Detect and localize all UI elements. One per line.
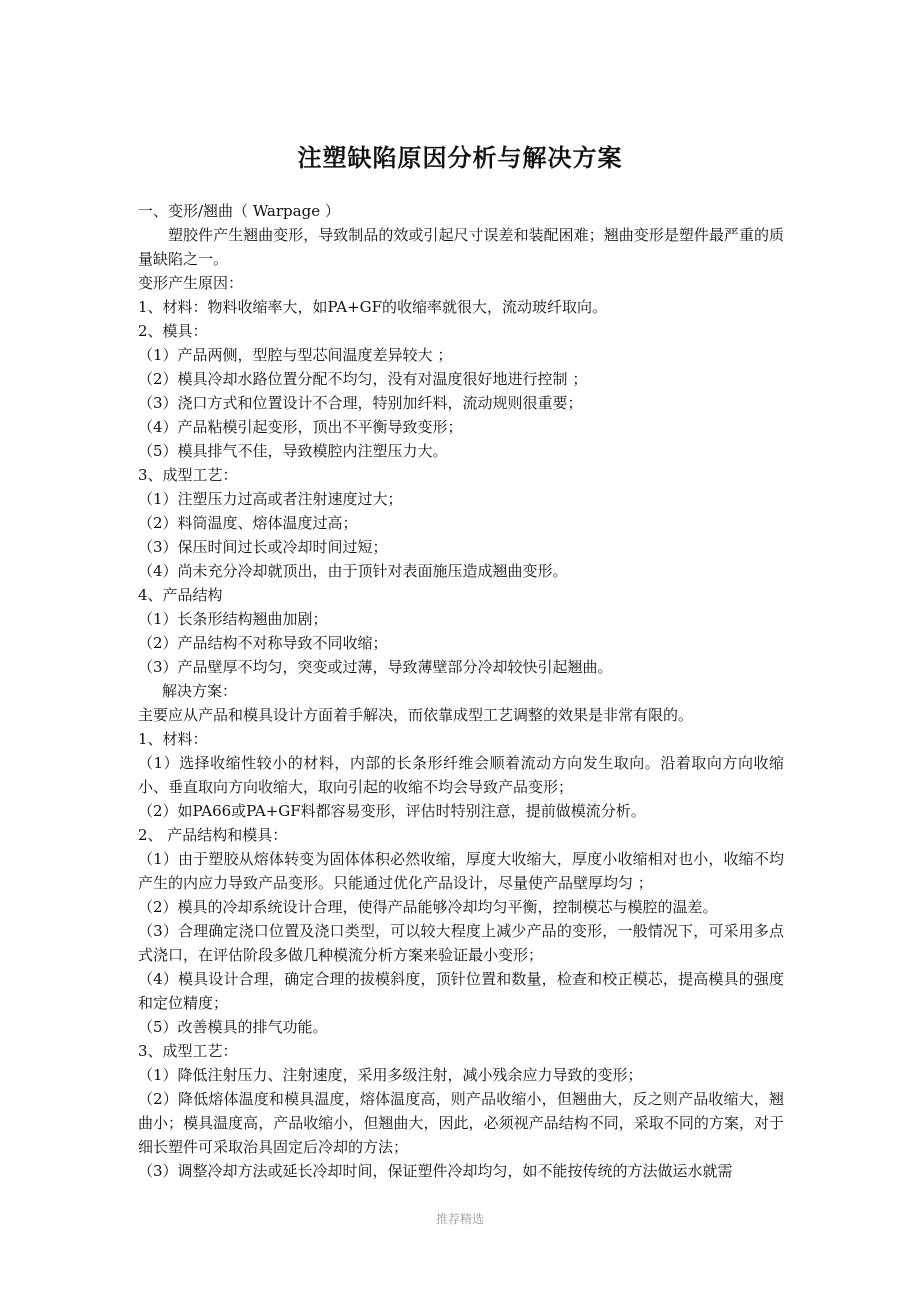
paragraph-line: 塑胶件产生翘曲变形，导致制品的效或引起尺寸误差和装配困难；翘曲变形是塑件最严重的质量缺陷之一。 (138, 226, 784, 268)
paragraph-line: （1）降低注射压力、注射速度，采用多级注射，减小残余应力导致的变形； (138, 1066, 643, 1084)
document-body (138, 199, 784, 1183)
paragraph-line: 变形产生原因： (138, 274, 244, 292)
paragraph-line: （4）模具设计合理，确定合理的拔模斜度，顶针位置和数量，检查和校正模芯，提高模具的强度和定位精度； (138, 970, 784, 1012)
paragraph-line: （5）模具排气不佳，导致模腔内注塑压力大。 (138, 442, 448, 460)
paragraph-line: （2）模具冷却水路位置分配不均匀，没有对温度很好地进行控制 ； (138, 370, 588, 388)
paragraph-line: 3、成型工艺： (138, 466, 238, 484)
paragraph-line: 1、材料：物料收缩率大，如PA+GF的收缩率就很大，流动玻纤取向。 (138, 298, 608, 316)
paragraph-line: （3）调整冷却方法或延长冷却时间，保证塑件冷却均匀，如不能按传统的方法做运水就需 (138, 1162, 733, 1180)
paragraph-line: （2）降低熔体温度和模具温度，熔体温度高，则产品收缩小，但翘曲大，反之则产品收缩大，翘曲小；模具温度高，产品收缩小，但翘曲大，因此，必须视产品结构不同，采取不同的方案，对于细长塑件可采取治具固定后冷却的方法； (138, 1090, 784, 1156)
paragraph-line: （3）浇口方式和位置设计不合理，特别加纤料，流动规则很重要； (138, 394, 583, 412)
paragraph-line: 4、产品结构 (138, 586, 223, 604)
paragraph-line: （1）选择收缩性较小的材料，内部的长条形纤维会顺着流动方向发生取向。沿着取向方向收缩小、垂直取向方向收缩大，取向引起的收缩不均会导致产品变形； (138, 754, 784, 796)
paragraph-line: 解决方案： (162, 682, 238, 700)
paragraph-line: （1）长条形结构翘曲加剧； (138, 610, 328, 628)
paragraph-line: （1）注塑压力过高或者注射速度过大； (138, 490, 403, 508)
paragraph-line: （2）料筒温度、熔体温度过高； (138, 514, 358, 532)
paragraph-line: 2、模具： (138, 322, 208, 340)
paragraph-line: （4）尚未充分冷却就顶出，由于顶针对表面施压造成翘曲变形。 (138, 562, 568, 580)
paragraph-line: （2）产品结构不对称导致不同收缩； (138, 634, 388, 652)
paragraph-line: （2）如PA66或PA+GF料都容易变形，评估时特别注意，提前做模流分析。 (138, 802, 646, 820)
document-title: 注塑缺陷原因分析与解决方案 (297, 143, 623, 172)
paragraph-line: 3、成型工艺： (138, 1042, 238, 1060)
paragraph-line: （4）产品粘模引起变形，顶出不平衡导致变形； (138, 418, 463, 436)
paragraph-line: （3）合理确定浇口位置及浇口类型，可以较大程度上减少产品的变形，一般情况下，可采用多点式浇口，在评估阶段多做几种模流分析方案来验证最小变形； (138, 922, 784, 964)
paragraph-line: 主要应从产品和模具设计方面着手解决，而依靠成型工艺调整的效果是非常有限的。 (138, 706, 694, 724)
paragraph-line: （5）改善模具的排气功能。 (138, 1018, 328, 1036)
paragraph-line: （3）产品壁厚不均匀，突变或过薄，导致薄壁部分冷却较快引起翘曲。 (138, 658, 613, 676)
paragraph-line: 一、变形/翘曲（ Warpage ） (138, 202, 340, 220)
paragraph-line: 2、 产品结构和模具： (138, 826, 288, 844)
paragraph-line: （3）保压时间过长或冷却时间过短； (138, 538, 388, 556)
page-footer: 推荐精选 (435, 1212, 484, 1226)
paragraph-line: （1）产品两侧，型腔与型芯间温度差异较大 ； (138, 346, 453, 364)
paragraph-line: （1）由于塑胶从熔体转变为固体体积必然收缩，厚度大收缩大，厚度小收缩相对也小，收缩不均产生的内应力导致产品变形。只能通过优化产品设计，尽量使产品壁厚均匀 ； (138, 850, 784, 892)
paragraph-line: 1、材料： (138, 730, 208, 748)
paragraph-line: （2）模具的冷却系统设计合理，使得产品能够冷却均匀平衡，控制模芯与模腔的温差。 (138, 898, 718, 916)
